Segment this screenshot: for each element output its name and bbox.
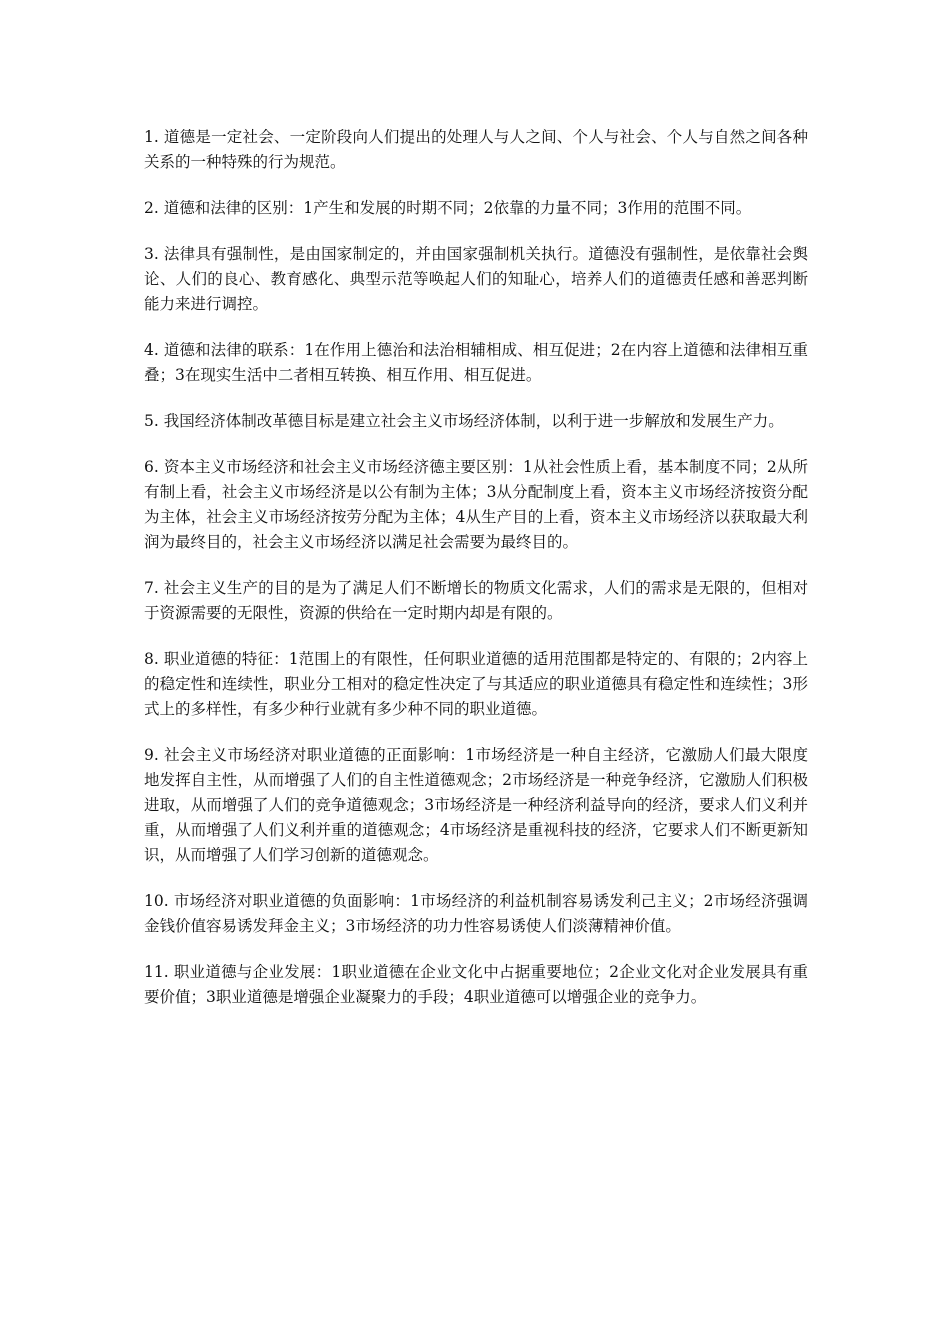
- paragraph-10: 10. 市场经济对职业道德的负面影响：1市场经济的利益机制容易诱发利己主义；2市场经济强调金钱价值容易诱发拜金主义；3市场经济的功力性容易诱使人们淡薄精神价值。: [144, 892, 808, 935]
- paragraph-1: 1. 道德是一定社会、一定阶段向人们提出的处理人与人之间、个人与社会、个人与自然之间各种关系的一种特殊的行为规范。: [144, 128, 808, 171]
- paragraph-4: 4. 道德和法律的联系：1在作用上德治和法治相辅相成、相互促进；2在内容上道德和法律相互重叠；3在现实生活中二者相互转换、相互作用、相互促进。: [144, 341, 808, 384]
- paragraph-6: 6. 资本主义市场经济和社会主义市场经济德主要区别：1从社会性质上看，基本制度不同；2从所有制上看，社会主义市场经济是以公有制为主体；3从分配制度上看，资本主义市场经济按资分配为主体，社会主义市场经济按劳分配为主体；4从生产目的上看，资本主义市场经济以获取最大利润为最终目的，社会主义市场经济以满足社会需要为最终目的。: [144, 458, 808, 551]
- paragraph-7: 7. 社会主义生产的目的是为了满足人们不断增长的物质文化需求，人们的需求是无限的，但相对于资源需要的无限性，资源的供给在一定时期内却是有限的。: [144, 579, 808, 622]
- document-page: [144, 125, 808, 1031]
- paragraph-3: 3. 法律具有强制性，是由国家制定的，并由国家强制机关执行。道德没有强制性，是依靠社会舆论、人们的良心、教育感化、典型示范等唤起人们的知耻心，培养人们的道德责任感和善恶判断能力来进行调控。: [144, 245, 808, 313]
- paragraph-8: 8. 职业道德的特征：1范围上的有限性，任何职业道德的适用范围都是特定的、有限的；2内容上的稳定性和连续性，职业分工相对的稳定性决定了与其适应的职业道德具有稳定性和连续性；3形式上的多样性，有多少种行业就有多少种不同的职业道德。: [144, 650, 808, 718]
- paragraph-9: 9. 社会主义市场经济对职业道德的正面影响：1市场经济是一种自主经济，它激励人们最大限度地发挥自主性，从而增强了人们的自主性道德观念；2市场经济是一种竞争经济，它激励人们积极进取，从而增强了人们的竞争道德观念；3市场经济是一种经济利益导向的经济，要求人们义利并重，从而增强了人们义利并重的道德观念；4市场经济是重视科技的经济，它要求人们不断更新知识，从而增强了人们学习创新的道德观念。: [144, 746, 808, 864]
- paragraph-11: 11. 职业道德与企业发展：1职业道德在企业文化中占据重要地位；2企业文化对企业发展具有重要价值；3职业道德是增强企业凝聚力的手段；4职业道德可以增强企业的竞争力。: [144, 963, 808, 1006]
- paragraph-2: 2. 道德和法律的区别：1产生和发展的时期不同；2依靠的力量不同；3作用的范围不同。: [144, 199, 752, 217]
- paragraph-5: 5. 我国经济体制改革德目标是建立社会主义市场经济体制，以利于进一步解放和发展生产力。: [144, 412, 784, 430]
